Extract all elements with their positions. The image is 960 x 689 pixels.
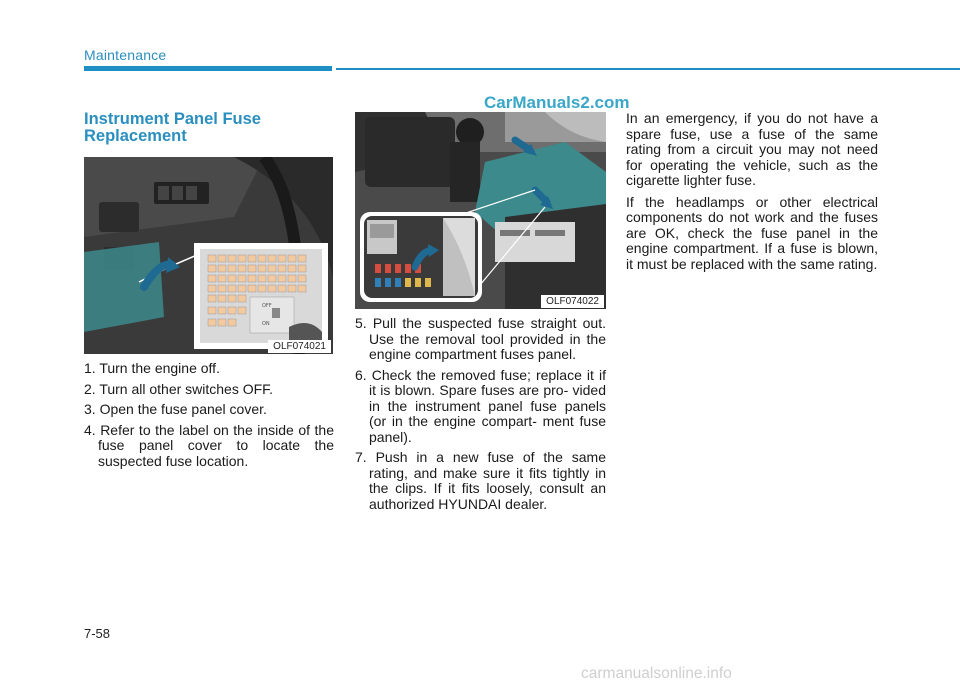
instrument-panel-illustration xyxy=(84,157,333,354)
figure-code-left: OLF074021 xyxy=(268,340,331,353)
section-label: Maintenance xyxy=(84,47,167,63)
page-number: 7-58 xyxy=(84,626,111,641)
header-rule-thick xyxy=(84,66,332,71)
header-rule-thin xyxy=(336,68,960,70)
paragraph-engine-fuse-panel: If the headlamps or other electrical components do not work and the fuses are OK, check the fuse panel in the engine compartment. If a fuse is blown, it must be replaced with the same rating. xyxy=(626,193,878,272)
watermark-top: CarManuals2.com xyxy=(484,93,630,112)
figure-code-middle: OLF074022 xyxy=(541,295,604,308)
fuse-switch-off-label: OFF xyxy=(262,303,272,309)
steps-list-left xyxy=(84,361,334,469)
step-item: 6. Check the removed fuse; replace it if it is blown. Spare fuses are pro- vided in the instrument panel fuse panels (or in the engine compart- ment fuse panel). xyxy=(355,366,606,445)
engine-compartment-illustration xyxy=(355,112,606,309)
notes-column-right xyxy=(626,111,878,278)
page-title: Instrument Panel Fuse Replacement xyxy=(84,110,261,145)
steps-column-left xyxy=(84,361,334,474)
step-item: 4. Refer to the label on the inside of the fuse panel cover to locate the suspected fuse location. xyxy=(84,421,334,469)
steps-column-middle xyxy=(355,316,606,517)
watermark-bottom: carmanualsonline.info xyxy=(581,665,732,682)
step-item: 1. Turn the engine off. xyxy=(84,360,220,376)
steps-list-middle xyxy=(355,316,606,512)
instrument-panel-photo xyxy=(84,157,333,354)
fuse-switch-on-label: ON xyxy=(262,321,270,327)
step-item: 2. Turn all other switches OFF. xyxy=(84,380,274,397)
engine-compartment-photo xyxy=(355,112,606,309)
step-item: 3. Open the fuse panel cover. xyxy=(84,401,267,417)
step-item: 5. Pull the suspected fuse straight out. Use the removal tool provided in the engine compartment fuses panel. xyxy=(355,315,606,362)
paragraph-emergency-fuse: In an emergency, if you do not have a spare fuse, use a fuse of the same rating from a circuit you may not need for operating the vehicle, such as the cigarette lighter fuse. xyxy=(626,110,878,188)
step-item: 7. Push in a new fuse of the same rating, and make sure it fits tightly in the clips. If it fits loosely, consult an authorized HYUNDAI dealer. xyxy=(355,449,606,512)
